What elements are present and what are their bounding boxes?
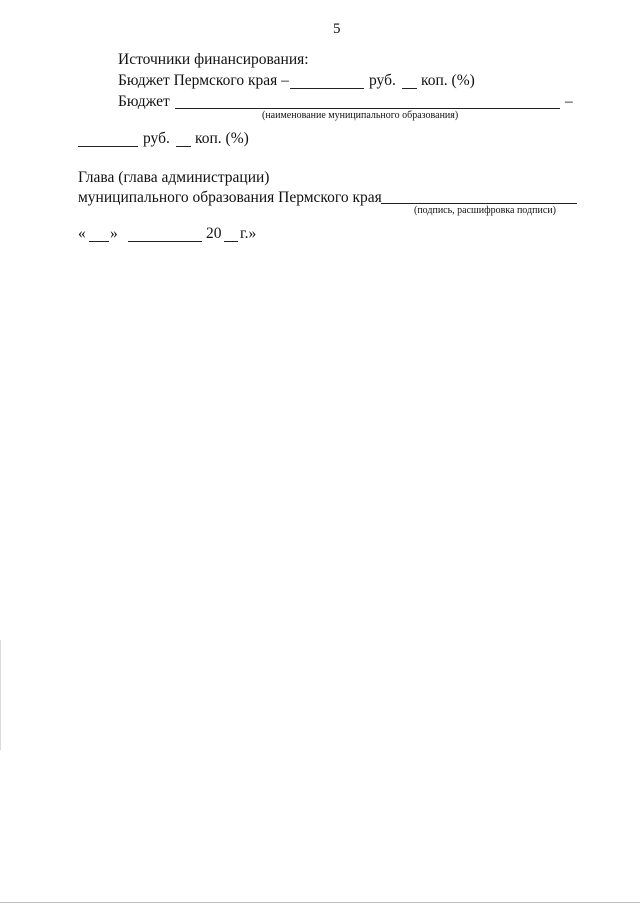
regional-budget-label: Бюджет Пермского края – xyxy=(118,72,289,89)
date-year-prefix: 20 xyxy=(206,225,222,242)
date-day-blank xyxy=(89,241,109,242)
funding-heading: Источники финансирования: xyxy=(118,51,309,68)
regional-budget-rub: руб. xyxy=(369,72,396,89)
municipal-rub-blank xyxy=(78,146,138,147)
date-year-suffix: г.» xyxy=(240,225,257,242)
date-close-quote: » xyxy=(110,225,118,242)
regional-budget-rub-blank xyxy=(290,88,364,89)
municipal-name-caption: (наименование муниципального образования) xyxy=(262,110,459,121)
municipal-name-blank xyxy=(175,108,560,109)
head-title-line-2: муниципального образования Пермского края xyxy=(78,189,382,206)
date-month-blank xyxy=(128,241,202,242)
municipal-budget-label: Бюджет xyxy=(118,93,170,110)
municipal-kop: коп. (%) xyxy=(195,130,249,147)
regional-budget-kop-blank xyxy=(402,88,417,89)
municipal-rub: руб. xyxy=(143,130,170,147)
regional-budget-kop: коп. (%) xyxy=(421,72,475,89)
scan-edge-bottom xyxy=(0,902,640,903)
head-title-line-1: Глава (глава администрации) xyxy=(78,169,270,186)
date-open-quote: « xyxy=(78,225,86,242)
scan-edge-left xyxy=(0,640,1,750)
page-number: 5 xyxy=(333,21,341,37)
signature-blank xyxy=(381,203,577,204)
date-year-blank xyxy=(224,241,238,242)
municipal-kop-blank xyxy=(176,146,191,147)
municipal-budget-dash: – xyxy=(565,93,573,110)
signature-caption: (подпись, расшифровка подписи) xyxy=(414,205,556,216)
